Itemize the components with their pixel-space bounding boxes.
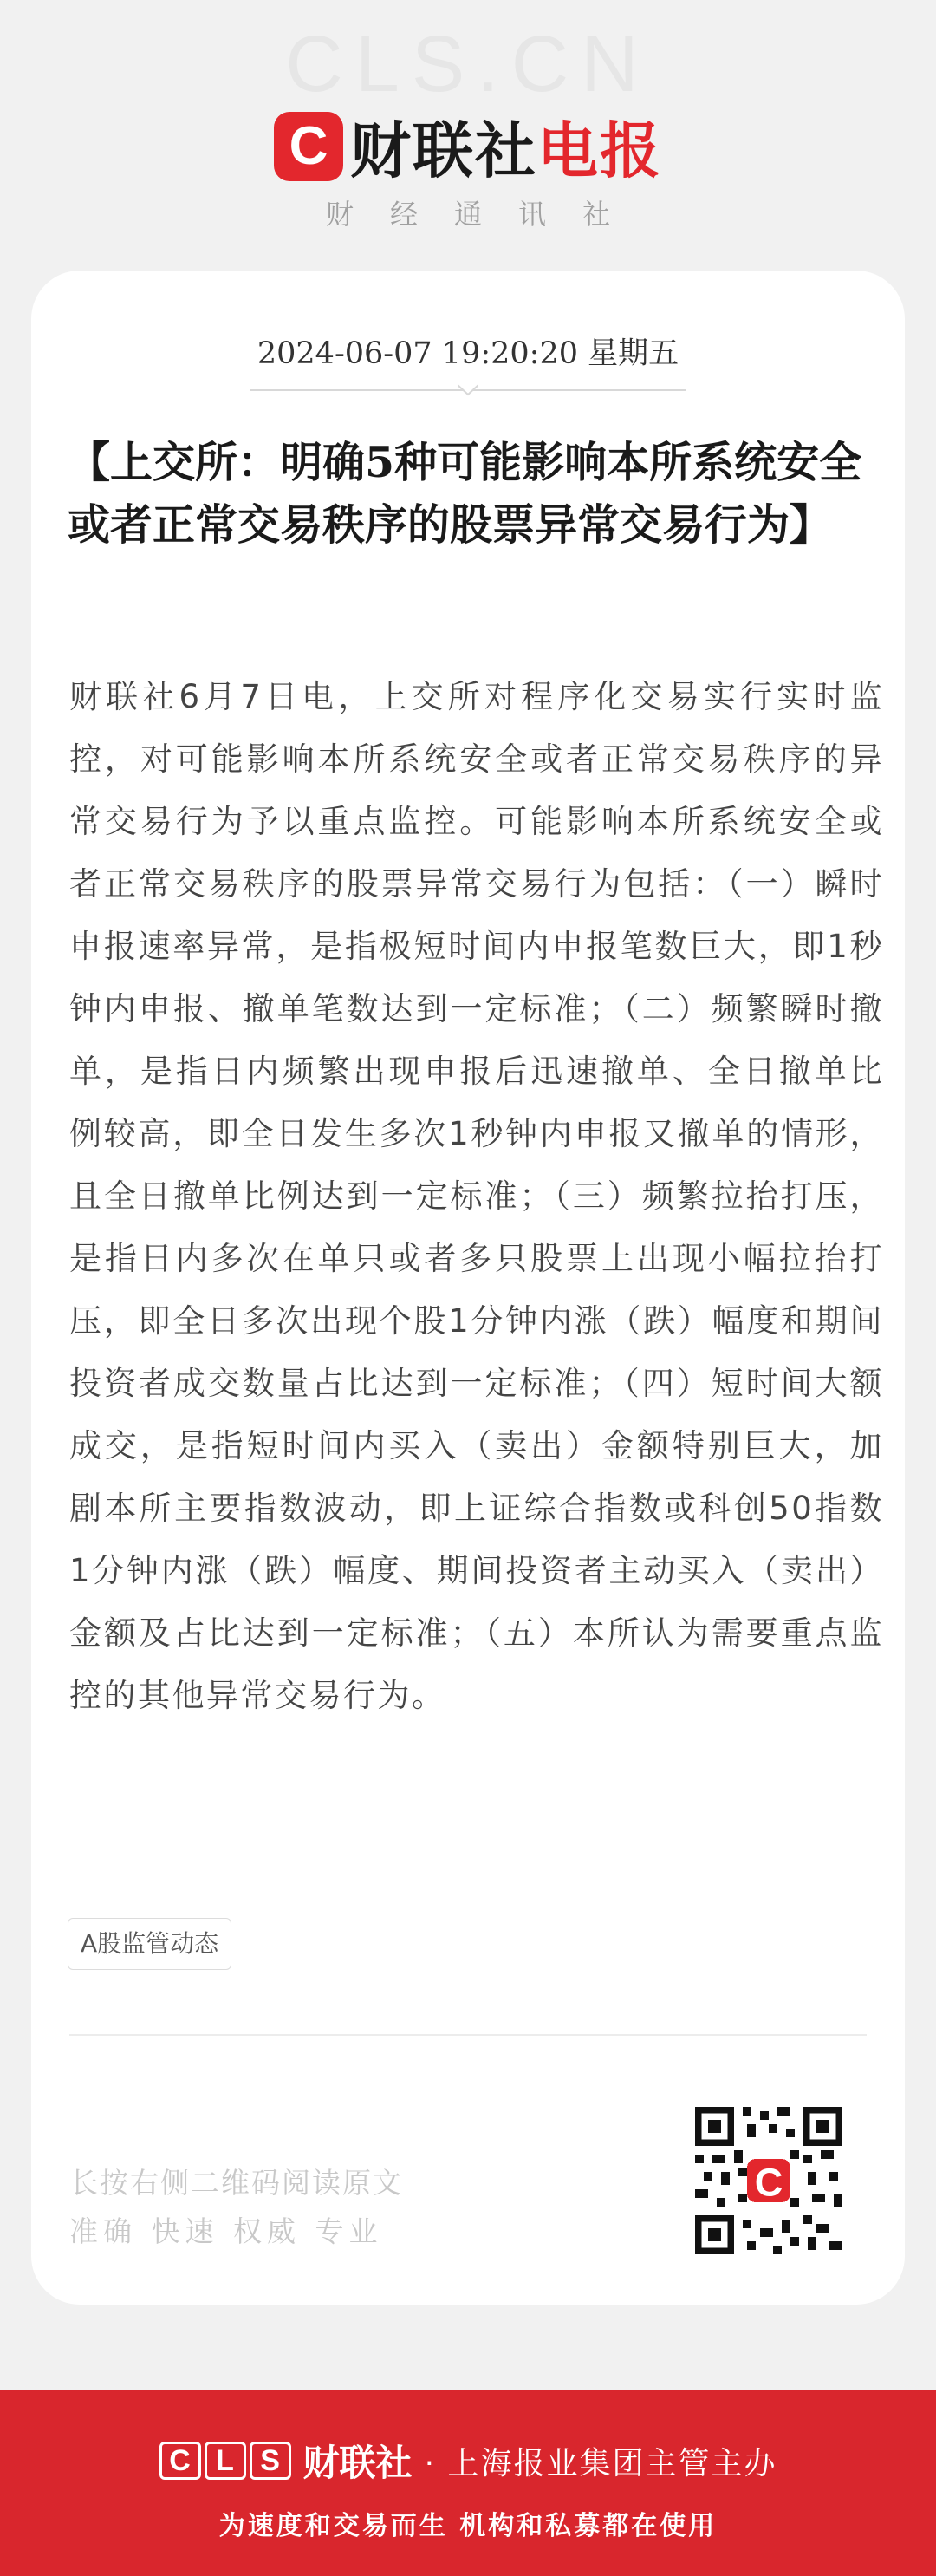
cls-letter: C xyxy=(159,2442,201,2480)
header xyxy=(0,0,936,260)
footer-brand-name: 财联社 xyxy=(302,2442,413,2484)
article-datetime: 2024-06-07 19:20:20 星期五 xyxy=(257,336,679,371)
qr-caption-line1: 长按右侧二维码阅读原文 xyxy=(69,2166,403,2200)
logo-text-red: 电报 xyxy=(537,115,662,186)
watermark-text: CLS.CN xyxy=(285,20,651,108)
footer-slogan: 为速度和交易而生 机构和私募都在使用 xyxy=(218,2511,718,2541)
cls-letter: L xyxy=(205,2442,246,2480)
header-subtitle: 财经通讯社 xyxy=(325,198,647,231)
logo-text-black: 财联社 xyxy=(350,115,537,186)
topic-tag[interactable]: A股监管动态 xyxy=(68,1918,231,1970)
qr-caption-line2: 准确 快速 权威 专业 xyxy=(69,2214,383,2248)
date-pointer-icon xyxy=(458,384,478,396)
cls-letters-logo xyxy=(159,2442,291,2480)
footer-banner xyxy=(0,2390,936,2576)
article-card xyxy=(31,271,905,2305)
section-divider xyxy=(69,2034,867,2036)
article-title: 【上交所：明确5种可能影响本所系统安全或者正常交易秩序的股票异常交易行为】 xyxy=(68,437,862,550)
qr-code-icon[interactable] xyxy=(695,2107,842,2254)
cls-letter: S xyxy=(250,2442,291,2480)
logo-wordmark xyxy=(350,102,662,190)
footer-organization: · 上海报业集团主管主办 xyxy=(424,2445,777,2481)
footer-brand-row xyxy=(0,2435,936,2487)
logo-c-icon: C xyxy=(274,112,343,181)
cls-logo xyxy=(0,102,936,190)
svg-text:C: C xyxy=(754,2160,783,2205)
article-body: 财联社6月7日电，上交所对程序化交易实行实时监控，对可能影响本所系统安全或者正常交易秩序的异常交易行为予以重点监控。可能影响本所系统安全或者正常交易秩序的股票异常交易行为包括：（一）瞬时申报速率异常，是指极短时间内申报笔数巨大，即1秒钟内申报、撤单笔数达到一定标准；（二）频繁瞬时撤单，是指日内频繁出现申报后迅速撤单、全日撤单比例较高，即全日发生多次1秒钟内申报又撤单的情形，且全日撤单比例达到一定标准；（三）频繁拉抬打压，是指日内多次在单只或者多只股票上出现小幅拉抬打压，即全日多次出现个股1分钟内涨（跌）幅度和期间投资者成交数量占比达到一定标准；（四）短时间大额成交，是指短时间内买入（卖出）金额特别巨大，加剧本所主要指数波动，即上证综合指数或科创50指数1分钟内涨（跌）幅度、期间投资者主动买入（卖出）金额及占比达到一定标准；（五）本所认为需要重点监控的其他异常交易行为。 xyxy=(69,678,884,1714)
